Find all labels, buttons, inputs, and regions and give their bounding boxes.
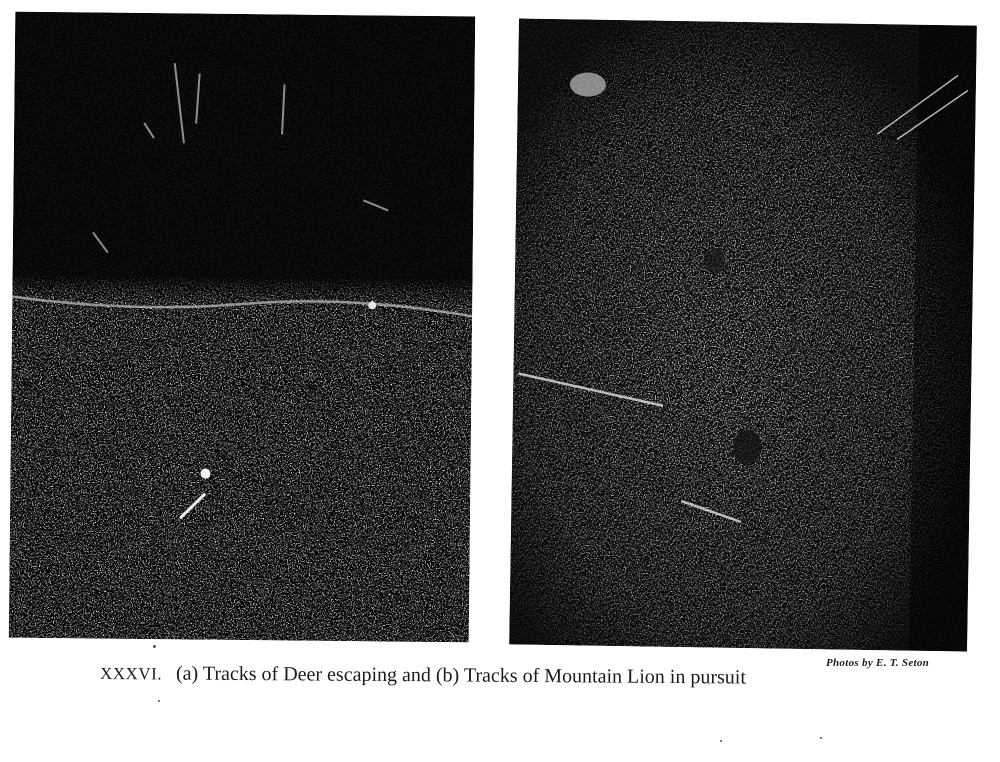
print-speck [158, 700, 160, 702]
figure-caption [100, 662, 746, 690]
photo-deer-tracks [9, 12, 476, 643]
deer-tracks-image [9, 12, 476, 643]
print-speck [153, 645, 156, 648]
photo-mountain-lion-tracks [509, 18, 977, 651]
mountain-lion-tracks-image [509, 18, 977, 651]
photo-credit: Photos by E. T. Seton [826, 657, 930, 669]
print-speck [820, 737, 822, 739]
caption-text: (a) Tracks of Deer escaping and (b) Tracks of Mountain Lion in pursuit [175, 662, 747, 689]
plate-number: XXXVI. [99, 664, 163, 684]
print-speck [720, 740, 722, 742]
